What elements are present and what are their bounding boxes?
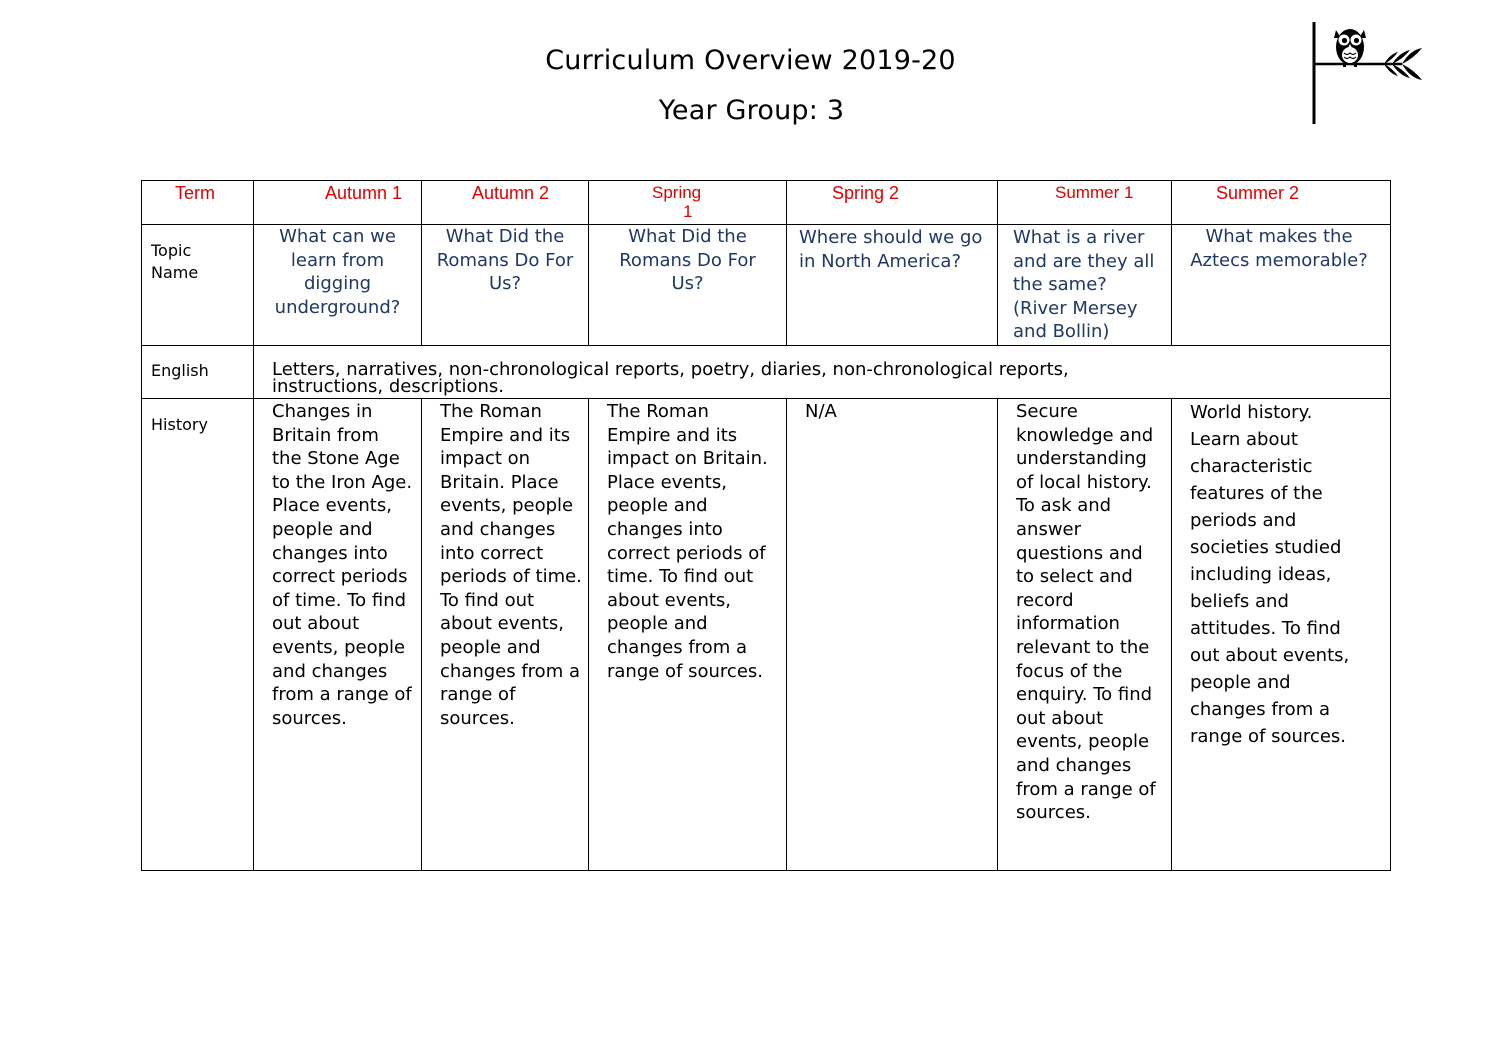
term-spring-1-line2: 1: [683, 202, 693, 221]
topic-autumn-1: What can we learn from digging underground?: [254, 225, 422, 346]
english-label: English: [142, 346, 254, 399]
curriculum-table: [141, 180, 1391, 871]
topic-summer-2: What makes the Aztecs memorable?: [1172, 225, 1391, 346]
history-autumn-2: The Roman Empire and its impact on Britain. Place events, people and changes into correct periods of time. To find out about events, people and changes from a range of sources.: [422, 399, 589, 871]
topic-autumn-2: What Did the Romans Do For Us?: [422, 225, 589, 346]
topic-label: [142, 225, 254, 346]
topic-row: [142, 225, 1391, 346]
term-autumn-2: Autumn 2: [422, 181, 589, 225]
topic-spring-1: What Did the Romans Do For Us?: [589, 225, 787, 346]
topic-label-line2: Name: [151, 263, 199, 282]
term-spring-1: [589, 181, 787, 225]
history-spring-2: N/A: [787, 399, 998, 871]
english-row: [142, 346, 1391, 399]
term-header-label: Term: [142, 181, 254, 225]
term-autumn-1: Autumn 1: [254, 181, 422, 225]
topic-summer-1: What is a river and are they all the same? (River Mersey and Bollin): [998, 225, 1172, 346]
topic-spring-2: Where should we go in North America?: [787, 225, 998, 346]
term-summer-2: Summer 2: [1172, 181, 1391, 225]
topic-label-line1: Topic: [151, 241, 192, 260]
history-summer-1: Secure knowledge and understanding of local history. To ask and answer questions and to select and record information relevant to the focus of the enquiry. To find out about events, people and changes from a range of sources.: [998, 399, 1172, 871]
english-content: Letters, narratives, non-chronological reports, poetry, diaries, non-chronological reports, instructions, descriptions.: [254, 346, 1391, 399]
page-title: Curriculum Overview 2019-20: [545, 45, 956, 76]
owl-on-branch-icon: [1308, 20, 1428, 128]
history-row: [142, 399, 1391, 871]
history-summer-2: World history. Learn about characteristic features of the periods and societies studied including ideas, beliefs and attitudes. To find out about events, people and changes from a range of sources.: [1172, 399, 1391, 871]
term-row: [142, 181, 1391, 225]
page-subtitle: Year Group: 3: [658, 95, 845, 126]
history-spring-1: The Roman Empire and its impact on Britain. Place events, people and changes into correct periods of time. To find out about events, people and changes from a range of sources.: [589, 399, 787, 871]
history-autumn-1: Changes in Britain from the Stone Age to the Iron Age. Place events, people and changes into correct periods of time. To find out about events, people and changes from a range of sources.: [254, 399, 422, 871]
term-spring-1-line1: Spring: [652, 183, 702, 202]
term-spring-2: Spring 2: [787, 181, 998, 225]
term-summer-1: Summer 1: [998, 181, 1172, 225]
history-label: History: [142, 399, 254, 871]
